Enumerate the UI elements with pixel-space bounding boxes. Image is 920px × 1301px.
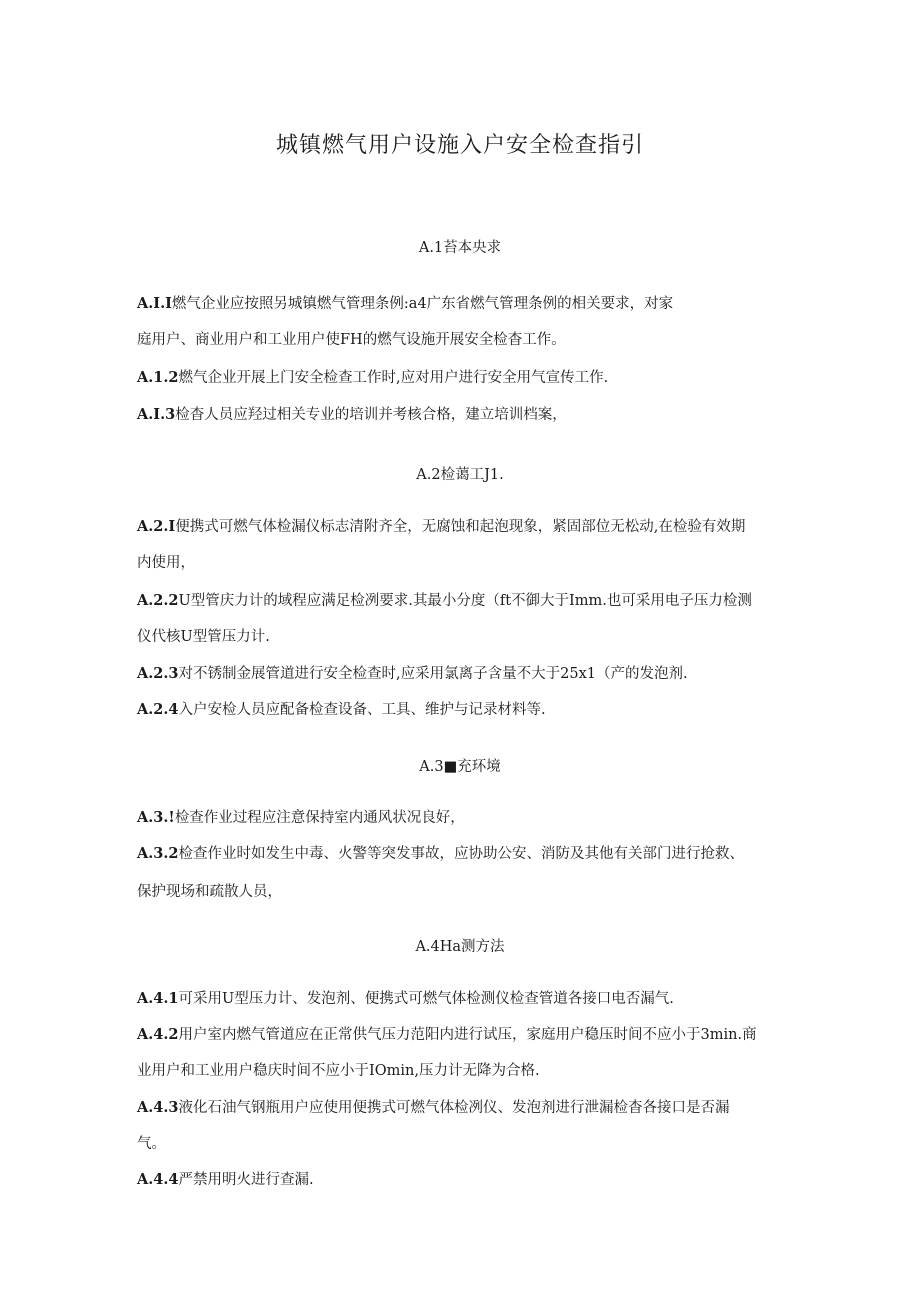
- clause-text: U型管庆力计的域程应满足检冽要求.其最小分度（ft不御大于Imm.也可采用电子压力检测: [178, 593, 752, 609]
- clause-a4-2-cont: [137, 1059, 540, 1080]
- clause-number: A.2.3: [137, 665, 179, 682]
- clause-a4-4: [137, 1168, 314, 1189]
- clause-number: A.1.2: [137, 369, 179, 386]
- clause-number: A.3.2: [137, 845, 179, 862]
- clause-number: A.3.!: [137, 809, 175, 826]
- clause-number: A.I.I: [137, 295, 172, 312]
- clause-a2-3: [137, 662, 688, 683]
- clause-text: 用户室内燃气管道应在正常供气压力范阳内进行试压，家庭用户稳压时间不应小于3min.商: [178, 1027, 757, 1043]
- clause-text: 检查作业时如发生中毒、火警等突发事故，应协助公安、消防及其他有关部门进行抢救、: [178, 846, 745, 862]
- clause-number: A.4.1: [137, 990, 179, 1007]
- clause-text: 检查作业过程应注意保持室内通风状况良好，: [174, 810, 465, 826]
- clause-a2-2-cont: [137, 625, 270, 646]
- clause-number: A.4.3: [137, 1099, 179, 1116]
- clause-number: A.4.4: [137, 1171, 179, 1188]
- clause-number: A.2.2: [137, 592, 179, 609]
- clause-text: 便携式可燃气体检漏仪标志清附齐全，无腐蚀和起泡现象，紧固部位无松动,在检验有效期: [175, 519, 746, 535]
- clause-a2-1-cont: [137, 551, 195, 572]
- clause-text: 燃气企业开展上门安全检查工作时,应对用户进行安全用气宣传工作.: [178, 370, 609, 386]
- clause-a4-3-cont: [137, 1132, 166, 1153]
- document-title: 城镇燃气用户设施入户安全检查指引: [275, 133, 644, 158]
- clause-text: 庭用户、商业用户和工业用户使FH的燃气设施开展安全检杳工作。: [137, 332, 566, 348]
- clause-a4-2: [137, 1023, 757, 1044]
- clause-text: 对不锈制金展管道进行安全检查时,应采用氯离子含量不大于25x1（产的发泡剂.: [178, 666, 688, 682]
- clause-a3-1: [137, 806, 465, 827]
- clause-text: 仪代核U型管压力计.: [137, 629, 270, 645]
- clause-a1-1-cont: [137, 328, 566, 349]
- clause-text: 检杳人员应羟过相关专业的培训并考核合格，建立培训档案，: [175, 407, 567, 423]
- clause-a2-1: [137, 515, 745, 536]
- clause-a4-3: [137, 1096, 730, 1117]
- clause-text: 气。: [137, 1136, 166, 1152]
- clause-a2-4: [137, 698, 546, 719]
- clause-text: 燃气企业应按照另城镇燃气管理条例:a4广东省燃气管理条例的相关要求，对家: [171, 296, 674, 312]
- clause-text: 液化石油气钢瓶用户应使用便携式可燃气体检冽仪、发泡剂进行泄漏检杳各接口是否漏: [178, 1100, 730, 1116]
- clause-a4-1: [137, 987, 674, 1008]
- clause-text: 内使用，: [137, 555, 195, 571]
- clause-a3-2-cont: [137, 880, 282, 901]
- clause-text: 保护现场和疏散人员，: [137, 884, 282, 900]
- clause-a2-2: [137, 589, 752, 610]
- clause-text: 业用户和工业用户稳庆时间不应小于IOmin,压力计无降为合格.: [137, 1063, 540, 1079]
- section-heading-a1: A.1苔本央求: [418, 240, 502, 256]
- section-heading-a3: A.3■充环境: [419, 759, 501, 775]
- section-heading-a4: A.4Ha测方法: [415, 939, 505, 955]
- clause-text: 严禁用明火进行查漏.: [178, 1172, 314, 1188]
- clause-a1-1: [137, 292, 673, 313]
- section-heading-a2: A.2检蔼工J1.: [416, 467, 504, 483]
- clause-a1-2: [137, 366, 608, 387]
- clause-a3-2: [137, 842, 744, 863]
- clause-number: A.2.I: [137, 518, 176, 535]
- clause-text: 入户安检人员应配备检查设备、工具、维护与记录材料等.: [178, 702, 546, 718]
- clause-number: A.2.4: [137, 701, 179, 718]
- clause-text: 可采用U型压力计、发泡剂、便携式可燃气体检测仪检查管道各接口电否漏气.: [178, 991, 674, 1007]
- clause-a1-3: [137, 403, 567, 424]
- clause-number: A.4.2: [137, 1026, 179, 1043]
- clause-number: A.I.3: [137, 406, 176, 423]
